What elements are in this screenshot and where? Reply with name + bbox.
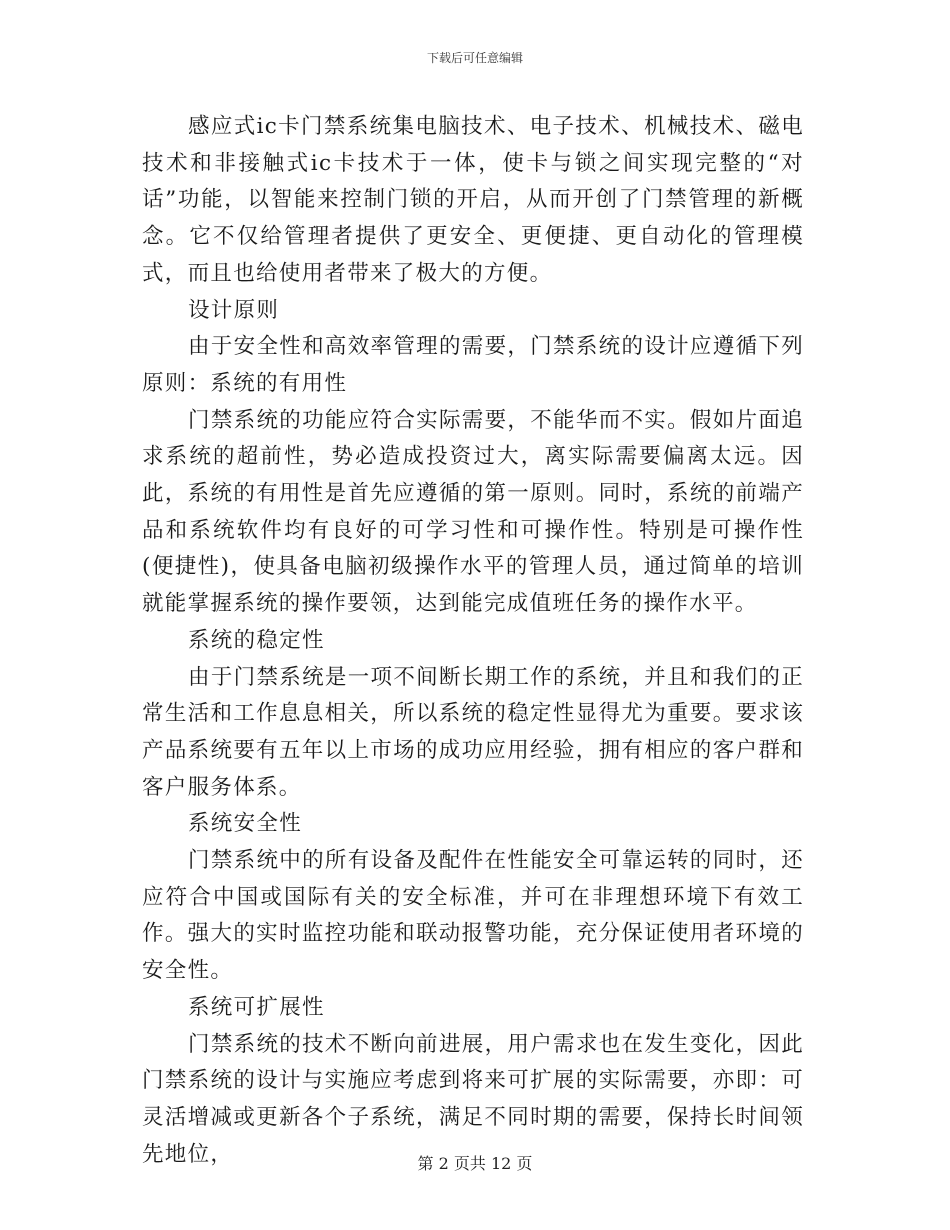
- page-footer: [0, 1154, 950, 1174]
- document-body: [142, 109, 804, 1173]
- paragraph-intro: 感应式ic卡门禁系统集电脑技术、电子技术、机械技术、磁电技术和非接触式ic卡技术于一体，使卡与锁之间实现完整的“对话”功能，以智能来控制门锁的开启，从而开创了门禁管理的新概念。它不仅给管理者提供了更安全、更便捷、更自动化的管理模式，而且也给使用者带来了极大的方便。: [142, 114, 804, 286]
- heading-stability: 系统的稳定性: [188, 627, 325, 653]
- paragraph-security: 门禁系统中的所有设备及配件在性能安全可靠运转的同时，还应符合中国或国际有关的安全标准，并可在非理想环境下有效工作。强大的实时监控功能和联动报警功能，充分保证使用者环境的安全性。: [142, 848, 804, 984]
- page-number: 第 2 页共 12 页: [417, 1154, 533, 1173]
- paragraph-principles: 由于安全性和高效率管理的需要，门禁系统的设计应遵循下列原则：系统的有用性: [142, 334, 804, 396]
- heading-extensibility: 系统可扩展性: [188, 994, 325, 1020]
- header-note: 下载后可任意编辑: [426, 51, 523, 65]
- paragraph-extensibility: 门禁系统的技术不断向前进展，用户需求也在发生变化，因此门禁系统的设计与实施应考虑到将来可扩展的实际需要，亦即：可灵活增减或更新各个子系统，满足不同时期的需要，保持长时间领先地位，: [142, 1031, 804, 1167]
- page-header: [0, 50, 950, 66]
- heading-design-principles: 设计原则: [188, 297, 280, 323]
- heading-security: 系统安全性: [188, 811, 303, 837]
- paragraph-usefulness: 门禁系统的功能应符合实际需要，不能华而不实。假如片面追求系统的超前性，势必造成投资过大，离实际需要偏离太远。因此，系统的有用性是首先应遵循的第一原则。同时，系统的前端产品和系统软件均有良好的可学习性和可操作性。特别是可操作性(便捷性)，使具备电脑初级操作水平的管理人员，通过简单的培训就能掌握系统的操作要领，达到能完成值班任务的操作水平。: [142, 407, 804, 617]
- paragraph-stability: 由于门禁系统是一项不间断长期工作的系统，并且和我们的正常生活和工作息息相关，所以系统的稳定性显得尤为重要。要求该产品系统要有五年以上市场的成功应用经验，拥有相应的客户群和客户服务体系。: [142, 664, 804, 800]
